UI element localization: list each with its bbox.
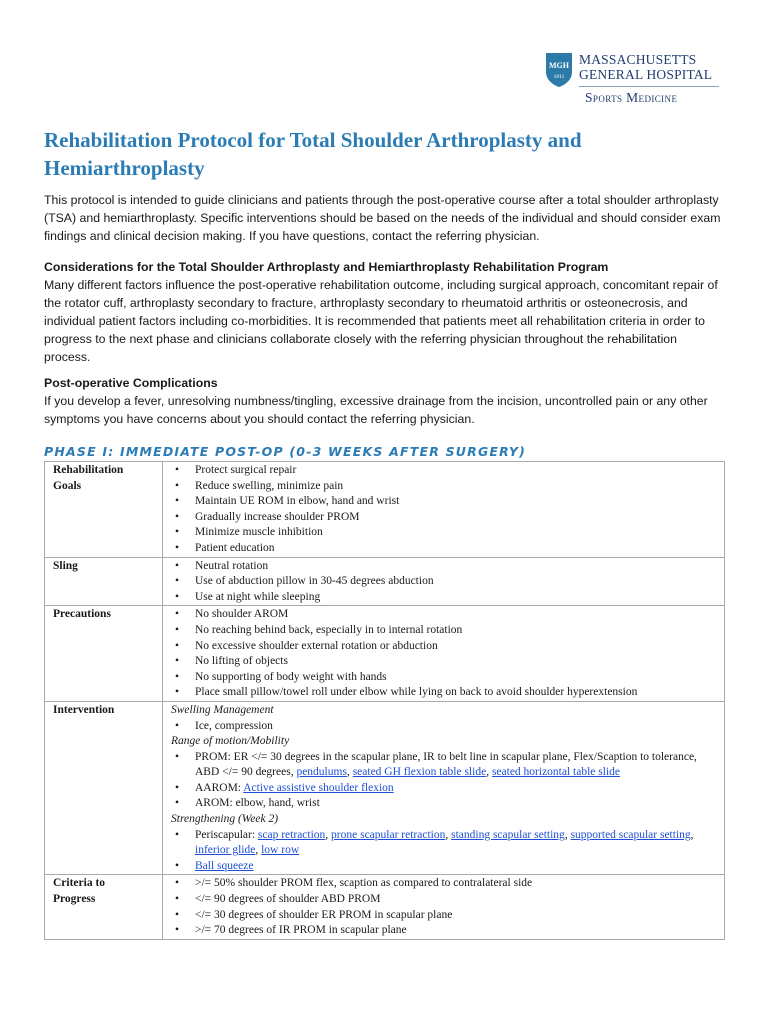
separator: , (486, 766, 492, 779)
logo-divider (579, 86, 719, 87)
criteria-content (163, 875, 725, 939)
intervention-content (163, 701, 725, 875)
scap-retraction-link[interactable]: scap retraction (257, 828, 326, 841)
table-row-sling (45, 557, 725, 606)
list-item: • No excessive shoulder external rotation or abduction (171, 639, 719, 655)
aarom-text: AAROM: (195, 781, 244, 794)
ball-squeeze-link[interactable]: Ball squeeze (195, 859, 254, 872)
periscapular-text: Periscapular: (195, 828, 258, 841)
shield-text: MGH (549, 61, 569, 70)
seated-gh-flexion-link[interactable]: seated GH flexion table slide (352, 766, 487, 779)
list-item: • AROM: elbow, hand, wrist (171, 796, 719, 812)
pendulums-link[interactable]: pendulums (296, 766, 347, 779)
list-item (171, 859, 719, 875)
complications-paragraph: If you develop a fever, unresolving numbness/tingling, excessive drainage from the incision, uncontrolled pain or any other symptoms you have concerns about you should contact the referring physician. (44, 394, 708, 426)
table-row-intervention (45, 701, 725, 875)
criteria-label-line1: Criteria to (53, 877, 106, 890)
department-name: Sports Medicine (585, 90, 678, 105)
prone-scapular-retraction-link[interactable]: prone scapular retraction (331, 828, 446, 841)
swelling-subheading: Swelling Management (171, 703, 274, 716)
list-item: • No lifting of objects (171, 654, 719, 670)
separator: , (690, 828, 694, 841)
criteria-label-line2: Progress (53, 893, 96, 906)
goals-label-line1: Rehabilitation (53, 464, 124, 476)
active-assistive-flexion-link[interactable]: Active assistive shoulder flexion (243, 781, 394, 794)
list-item: • Gradually increase shoulder PROM (171, 510, 719, 526)
low-row-link[interactable]: low row (261, 844, 300, 857)
supported-scapular-setting-link[interactable]: supported scapular setting (570, 828, 691, 841)
hospital-name-line2: GENERAL HOSPITAL (579, 67, 713, 82)
list-item: • Use at night while sleeping (171, 590, 719, 606)
separator: , (564, 828, 571, 841)
standing-scapular-setting-link[interactable]: standing scapular setting (451, 828, 565, 841)
separator: , (445, 828, 452, 841)
page-title: Rehabilitation Protocol for Total Shoulder Arthroplasty and Hemiarthroplasty (44, 128, 582, 180)
strengthening-subheading: Strengthening (Week 2) (171, 813, 279, 826)
list-item: • </= 90 degrees of shoulder ABD PROM (171, 892, 719, 908)
rom-subheading: Range of motion/Mobility (171, 735, 290, 748)
sling-content (163, 557, 725, 606)
list-item: • Use of abduction pillow in 30-45 degrees abduction (171, 574, 719, 590)
prom-text: PROM: ER </= 30 degrees in the scapular plane, IR to belt line in scapular plane, Flex/Scaption to tolerance, ABD </= 90 degrees, (195, 750, 697, 779)
intro-paragraph: This protocol is intended to guide clinicians and patients through the post-operative course after a total shoulder arthroplasty (TSA) and hemiarthroplasty. Specific interventions should be based on the needs of the individual and should consider exam findings and clinical decision making. If you have questions, contact the referring physician. (44, 193, 721, 243)
separator: , (325, 828, 332, 841)
table-row-precautions (45, 606, 725, 702)
separator: , (255, 844, 262, 857)
mgh-shield-icon (545, 52, 573, 88)
considerations-paragraph: Many different factors influence the post-operative rehabilitation outcome, including surgical approach, concomitant repair of the rotator cuff, arthroplasty secondary to fracture, arthroplasty secondary to rheumatoid arthritis or osteonecrosis, and individual patient factors including co-morbidities. It is recommended that patients meet all rehabilitation criteria in order to progress to the next phase and clinicians collaborate closely with the referring physician throughout the rehabilitation process. (44, 278, 718, 364)
list-item (171, 828, 719, 859)
list-item: • >/= 70 degrees of IR PROM in scapular plane (171, 923, 719, 939)
hospital-name-line1: MASSACHUSETTS (579, 52, 697, 67)
goals-content (163, 462, 725, 558)
list-item: • Reduce swelling, minimize pain (171, 479, 719, 495)
list-item: • Patient education (171, 541, 719, 557)
phase1-table (44, 461, 725, 940)
inferior-glide-link[interactable]: inferior glide (195, 844, 256, 857)
shield-year: 1811 (553, 74, 565, 80)
precautions-content (163, 606, 725, 702)
goals-label-line2: Goals (53, 479, 82, 492)
list-item (171, 750, 719, 781)
list-item: • Maintain UE ROM in elbow, hand and wrist (171, 494, 719, 510)
table-row-criteria (45, 875, 725, 939)
complications-heading: Post-operative Complications (44, 376, 218, 390)
row-label-precautions: Precautions (45, 606, 163, 702)
list-item: • No supporting of body weight with hands (171, 670, 719, 686)
row-label-intervention: Intervention (45, 701, 163, 875)
list-item: • No reaching behind back, especially in to internal rotation (171, 623, 719, 639)
phase1-heading: PHASE I: IMMEDIATE POST-OP (0-3 WEEKS AFTER SURGERY) (44, 444, 527, 459)
list-item: • Minimize muscle inhibition (171, 525, 719, 541)
row-label-criteria (45, 875, 163, 939)
list-item: • No shoulder AROM (171, 607, 719, 623)
row-label-sling: Sling (45, 557, 163, 606)
separator: , (346, 766, 353, 779)
list-item (171, 781, 719, 797)
list-item: • >/= 50% shoulder PROM flex, scaption as compared to contralateral side (171, 876, 719, 892)
list-item: • Protect surgical repair (171, 463, 719, 479)
hospital-logo (545, 50, 725, 112)
list-item: • Place small pillow/towel roll under elbow while lying on back to avoid shoulder hyperextension (171, 685, 719, 701)
table-row-goals (45, 462, 725, 558)
list-item: • </= 30 degrees of shoulder ER PROM in scapular plane (171, 908, 719, 924)
considerations-heading: Considerations for the Total Shoulder Arthroplasty and Hemiarthroplasty Rehabilitation Program (44, 260, 609, 274)
list-item: • Ice, compression (171, 719, 719, 735)
row-label-goals (45, 462, 163, 558)
seated-horizontal-table-slide-link[interactable]: seated horizontal table slide (491, 766, 620, 779)
list-item: • Neutral rotation (171, 559, 719, 575)
